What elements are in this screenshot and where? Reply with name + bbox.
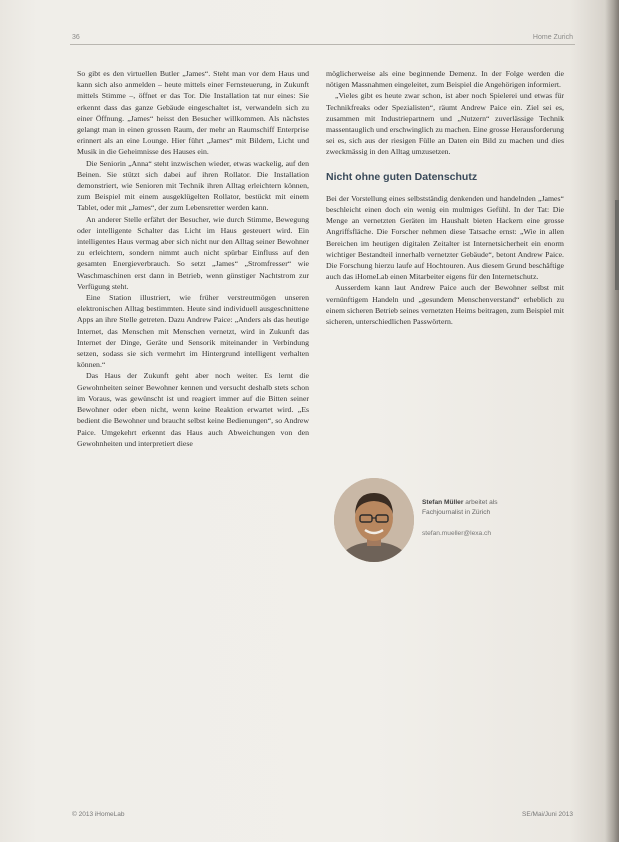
section-heading: Nicht ohne guten Datenschutz xyxy=(326,170,478,183)
paragraph: Ausserdem kann laut Andrew Paice auch der Bewohner selbst mit vernünftigem Handeln und „gesundem Menschenverstand“ erheblich zu einem sicheren Betrieb seines vernetzten Heims beitragen, zum Beispiel mit sicheren, unterschiedlichen Passwörtern. xyxy=(326,283,564,327)
page-number: 36 xyxy=(72,34,80,41)
paragraph: Das Haus der Zukunft geht aber noch weiter. Es lernt die Gewohnheiten seiner Bewohner kennen und versucht deshalb stets schon im Voraus, was gewünscht ist und reagiert immer auf die Bitten seiner Bewohner oder eben nicht, wenn keine Reaktion erwartet wird. „Es bedient die Bewohner und braucht selbst keine Bedienungen“, so Andrew Paice. Umgekehrt erkennt das Haus auch Abweichungen von den Gewohnheiten und interpretiert diese xyxy=(77,371,309,448)
paragraph: möglicherweise als eine beginnende Demenz. In der Folge werden die nötigen Massnahmen eingeleitet, zum Beispiel die Angehörigen informiert. xyxy=(326,69,564,90)
paragraph: Bei der Vorstellung eines selbstständig denkenden und handelnden „James“ beschleicht einen doch ein wenig ein mulmiges Gefühl. In der Tat: Die Menge an vernetzten Geräten im Haushalt bieten Hackern eine grosse Angriffsfläche. Die Forscher nehmen diese Tatsache ernst: „Wie in allen Bereichen im heutigen digitalen Zeitalter ist Internetsicherheit ein enorm wichtiger Bestandteil innerhalb vernetzter Gebäude“, betont Andrew Paice. Die Forschung hierzu laufe auf Hochtouren. Aus diesem Grund beschäftige auch das iHomeLab einen Mitarbeiter eigens für den Internetschutz. xyxy=(326,193,564,282)
right-column xyxy=(326,68,564,327)
author-email[interactable]: stefan.mueller@lexa.ch xyxy=(422,530,491,537)
paragraph: Die Seniorin „Anna“ steht inzwischen wieder, etwas wackelig, auf den Beinen. Sie stützt sich dabei auf ihren Rollator. Die Installation demonstriert, wie Senioren mit Technik ihren Alltag erleichtern können, zum Beispiel mit einem ausgeklügelten Rollator, bestückt mit einem Tablet, oder mit „James“, der zum Lebensretter werden kann. xyxy=(77,158,309,213)
page-edge-marker xyxy=(615,200,619,290)
author-box xyxy=(334,478,574,568)
paragraph: An anderer Stelle erfährt der Besucher, wie durch Stimme, Bewegung oder intelligente Schalter das Licht im Haus gesteuert wird. Ein intelligentes Haus vermag aber sich nicht nur den Alltag seiner Bewohner zu erleichtern, sondern nimmt auch nicht spürbar Einfluss auf den gesamten Energieverbrauch. So setzt „James“ „Stromfresser“ wie Waschmaschinen erst dann in Betrieb, wenn günstiger Nachtstrom zur Verfügung steht. xyxy=(77,214,309,291)
footer-issue: SE/Mai/Juni 2013 xyxy=(522,811,573,818)
header-rule xyxy=(70,44,575,45)
paragraph: So gibt es den virtuellen Butler „James“. Steht man vor dem Haus und kann sich also anmelden – heute mittels einer Fernsteuerung, in Zukunft mittels Stimme –, öffnet er das Tor. Die Installation tat nur eines: Sie erkennt dass das ganze Gebäude eingeschaltet ist, verwandeln sich zu einer Öffnung. „James“ heisst den Besucher willkommen. Als nächstes gelangt man in einen grossen Raum, der mehr an Raumschiff Enterprise erinnert als an eine Lounge. Hier führt „James“ mit Bildern, Licht und Musik in die Geheimnisse des Hauses ein. xyxy=(77,69,309,157)
author-info xyxy=(422,498,572,539)
paragraph: „Vieles gibt es heute zwar schon, ist aber noch Spielerei und etwas für Technikfreaks oder Spezialisten“, räumt Andrew Paice ein. Ziel sei es, zusammen mit Industriepartnern und „Nutzern“ zuverlässige Technik massentauglich und erschwinglich zu machen. Eine grosse Herausforderung sei es, sich aus der riesigen Fülle an Daten ein Bild zu machen und dies zweckmässig in den Alltag umzusetzen. xyxy=(326,91,564,157)
section-label: Home Zurich xyxy=(532,34,573,41)
author-role-line2: Fachjournalist in Zürich xyxy=(422,509,491,516)
page-spine-shadow xyxy=(605,0,619,842)
author-photo xyxy=(334,478,414,562)
paragraph: Eine Station illustriert, wie früher verstreutmögen unseren elektronischen Alltag bestimmten. Heute sind individuell ausgeschnittene Apps an ihre Stelle getreten. Dazu Andrew Paice: „Anders als das heutige Internet, das Menschen mit Menschen vernetzt, wird in Zukunft das Internet der Dinge, Geräte und Sensorik miteinander in Verbindung setzen, sodass sie sich vermehrt im Hintergrund intelligent verhalten können.“ xyxy=(77,293,309,370)
author-name: Stefan Müller xyxy=(422,499,464,506)
footer-copyright: © 2013 iHomeLab xyxy=(72,811,125,818)
left-column xyxy=(77,68,309,449)
author-role: arbeitet als xyxy=(465,499,498,506)
